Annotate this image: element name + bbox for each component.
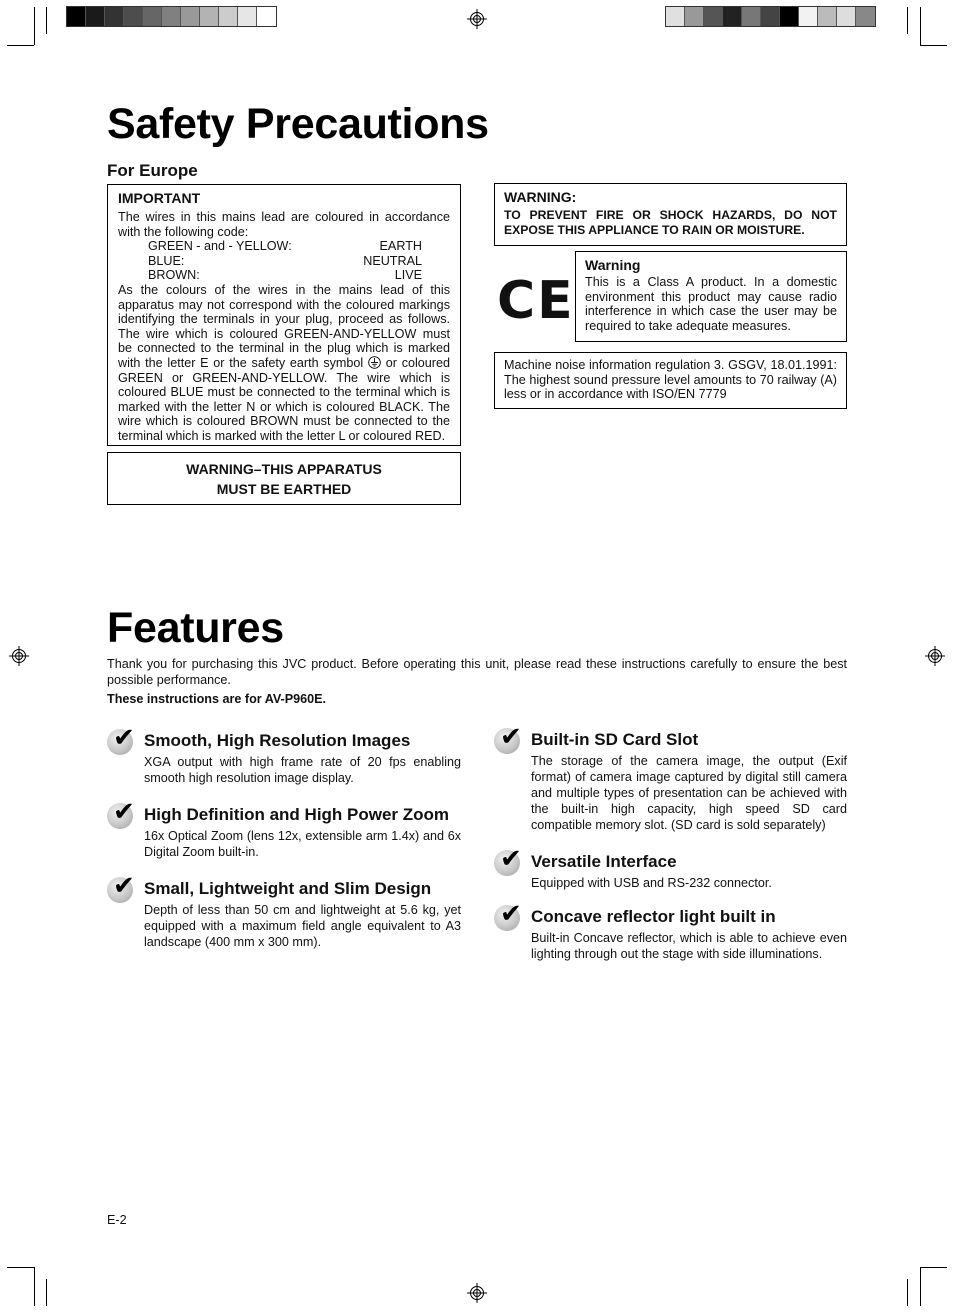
color-swatch bbox=[704, 7, 723, 26]
earth-symbol-icon bbox=[368, 356, 381, 369]
important-title: IMPORTANT bbox=[118, 190, 201, 206]
region-heading: For Europe bbox=[107, 161, 198, 180]
feature-body: Equipped with USB and RS-232 connector. bbox=[531, 876, 772, 890]
important-box bbox=[107, 184, 461, 446]
class-a-warning-box bbox=[575, 251, 847, 342]
feature-title: Versatile Interface bbox=[531, 852, 677, 871]
important-body-part1: As the colours of the wires in the mains lead of this apparatus may not correspond with the coloured markings identifying the terminals in your plug, proceed as follows. The wire which is coloured GREEN-AND-YELLOW must be connected to the terminal in the plug which is marked with the letter E or the safety earth symbol bbox=[118, 282, 450, 370]
page-number: E-2 bbox=[107, 1213, 127, 1227]
registration-mark-icon bbox=[925, 646, 945, 666]
wire-row bbox=[118, 268, 450, 283]
color-swatch bbox=[742, 7, 761, 26]
model-note: These instructions are for AV-P960E. bbox=[107, 692, 327, 706]
wire-row bbox=[118, 254, 450, 269]
color-bar-left bbox=[66, 6, 277, 27]
wire-meaning: EARTH bbox=[379, 239, 422, 254]
color-swatch bbox=[219, 7, 238, 26]
feature-item bbox=[107, 797, 461, 863]
feature-item bbox=[494, 844, 847, 895]
registration-mark-icon bbox=[467, 9, 487, 29]
color-swatch bbox=[799, 7, 818, 26]
checkmark-icon: ✔ bbox=[107, 877, 133, 903]
earthed-warning-line1: WARNING–THIS APPARATUS bbox=[186, 461, 382, 477]
wire-color: BROWN: bbox=[148, 268, 200, 283]
class-a-warning-text: This is a Class A product. In a domestic environment this product may cause radio interference in which case the user may be required to take adequate measures. bbox=[585, 275, 837, 333]
checkmark-icon: ✔ bbox=[494, 728, 520, 754]
ce-mark-icon bbox=[497, 271, 575, 331]
feature-body: Built-in Concave reflector, which is able to achieve even lighting through out the stage with side illuminations. bbox=[531, 931, 847, 961]
color-swatch bbox=[257, 7, 276, 26]
feature-title: High Definition and High Power Zoom bbox=[144, 805, 450, 824]
color-swatch bbox=[856, 7, 875, 26]
feature-body: Depth of less than 50 cm and lightweight at 5.6 kg, yet equipped with a maximum field angle equivalent to A3 landscape (400 mm x 300 mm). bbox=[144, 903, 461, 949]
feature-item bbox=[494, 899, 847, 965]
color-swatch bbox=[143, 7, 162, 26]
feature-title: Small, Lightweight and Slim Design bbox=[144, 879, 432, 898]
warning-text: TO PREVENT FIRE OR SHOCK HAZARDS, DO NOT EXPOSE THIS APPLIANCE TO RAIN OR MOISTURE. bbox=[504, 208, 837, 237]
color-swatch bbox=[162, 7, 181, 26]
earthed-warning-box bbox=[107, 452, 461, 505]
color-swatch bbox=[86, 7, 105, 26]
color-swatch bbox=[761, 7, 780, 26]
feature-title: Concave reflector light built in bbox=[531, 907, 776, 926]
important-body bbox=[118, 283, 450, 444]
important-body-part2: or coloured GREEN or GREEN-AND-YELLOW. The wire which is coloured BLUE must be connected to the terminal which is marked with the letter N or which is coloured BLACK. The wire which is coloured BROWN must be connected to the terminal which is marked with the letter L or coloured RED. bbox=[118, 355, 451, 443]
registration-mark-icon bbox=[9, 646, 29, 666]
color-swatch bbox=[105, 7, 124, 26]
wire-meaning: NEUTRAL bbox=[363, 253, 422, 268]
feature-body: XGA output with high frame rate of 20 fps enabling smooth high resolution image display. bbox=[144, 755, 461, 785]
features-title: Features bbox=[107, 604, 284, 652]
color-swatch bbox=[685, 7, 704, 26]
noise-info-text: Machine noise information regulation 3. GSGV, 18.01.1991: The highest sound pressure level amounts to 70 railway (A) less or in accordance with ISO/EN 7779 bbox=[504, 358, 837, 402]
feature-title: Smooth, High Resolution Images bbox=[144, 731, 411, 750]
noise-info-box bbox=[494, 352, 847, 409]
registration-mark-icon bbox=[467, 1283, 487, 1303]
checkmark-icon: ✔ bbox=[107, 729, 133, 755]
color-swatch bbox=[181, 7, 200, 26]
checkmark-icon: ✔ bbox=[494, 850, 520, 876]
wire-color: GREEN - and - YELLOW: bbox=[148, 239, 292, 254]
features-intro: Thank you for purchasing this JVC product. Before operating this unit, please read these instructions carefully to ensure the best possible performance. bbox=[107, 657, 847, 687]
important-intro: The wires in this mains lead are coloured in accordance with the following code: bbox=[118, 210, 450, 239]
feature-item bbox=[107, 871, 461, 952]
feature-title: Built-in SD Card Slot bbox=[531, 730, 699, 749]
checkmark-icon: ✔ bbox=[107, 803, 133, 829]
color-swatch bbox=[818, 7, 837, 26]
color-swatch bbox=[238, 7, 257, 26]
feature-body: 16x Optical Zoom (lens 12x, extensible arm 1.4x) and 6x Digital Zoom built-in. bbox=[144, 829, 461, 859]
wire-meaning: LIVE bbox=[394, 268, 422, 283]
earthed-warning-line2: MUST BE EARTHED bbox=[216, 481, 352, 497]
color-swatch bbox=[67, 7, 86, 26]
wire-color: BLUE: bbox=[148, 253, 185, 268]
ce-mark-text: CE bbox=[497, 271, 575, 331]
feature-body: The storage of the camera image, the output (Exif format) of camera image captured by digital still camera and multiple types of presentation can be achieved with the built-in high capacity, high speed SD card compatible memory slot. (SD card is sold separately) bbox=[531, 754, 847, 832]
class-a-warning-title: Warning bbox=[585, 257, 641, 273]
color-swatch bbox=[837, 7, 856, 26]
color-swatch bbox=[723, 7, 742, 26]
feature-item bbox=[494, 722, 847, 838]
color-bar-right bbox=[665, 6, 876, 27]
color-swatch bbox=[666, 7, 685, 26]
warning-box bbox=[494, 183, 847, 246]
color-swatch bbox=[780, 7, 799, 26]
feature-item bbox=[107, 723, 461, 789]
color-swatch bbox=[124, 7, 143, 26]
checkmark-icon: ✔ bbox=[494, 905, 520, 931]
wire-row bbox=[118, 239, 450, 254]
safety-title: Safety Precautions bbox=[107, 100, 489, 148]
warning-title: WARNING: bbox=[504, 189, 577, 205]
color-swatch bbox=[200, 7, 219, 26]
